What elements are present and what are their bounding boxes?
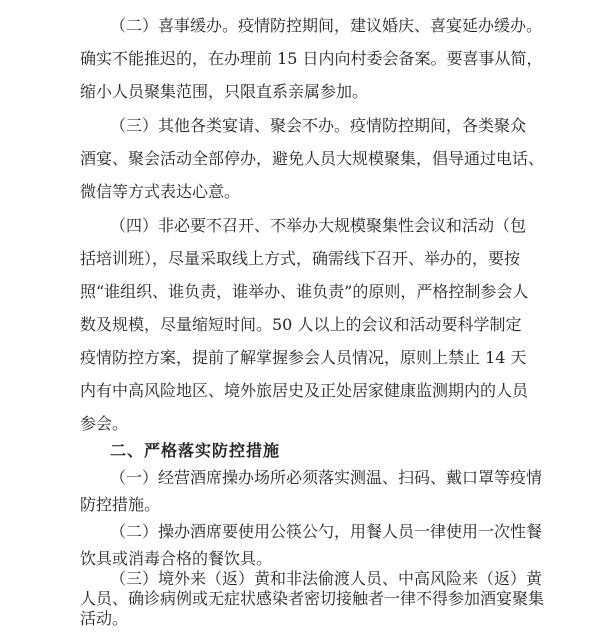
paragraph-line: 确实不能推迟的，在办理前 15 日内向村委会备案。要喜事从简， bbox=[80, 49, 543, 68]
paragraph-line: 参会。 bbox=[80, 414, 129, 433]
paragraph-line: （二）喜事缓办。疫情防控期间，建议婚庆、喜宴延办缓办。 bbox=[110, 16, 543, 35]
section-heading: 二、严格落实防控措施 bbox=[110, 441, 281, 460]
paragraph-line: 饮具或消毒合格的餐饮具。 bbox=[80, 549, 273, 568]
paragraph-line: 酒宴、聚会活动全部停办，避免人员大规模聚集，倡导通过电话、 bbox=[80, 149, 545, 168]
paragraph-line: 内有中高风险地区、境外旅居史及正处居家健康监测期内的人员 bbox=[80, 381, 529, 400]
paragraph-line: 活动。 bbox=[80, 609, 129, 628]
paragraph-line: 防控措施。 bbox=[80, 495, 161, 514]
paragraph-line: （三）境外来（返）黄和非法偷渡人员、中高风险来（返）黄 bbox=[110, 569, 543, 588]
paragraph-line: 括培训班），尽量采取线上方式，确需线下召开、举办的，要按 bbox=[80, 249, 521, 268]
paragraph-line: 数及规模，尽量缩短时间。50 人以上的会议和活动要科学制定 bbox=[80, 315, 522, 334]
paragraph-line: 缩小人员聚集范围，只限直系亲属参加。 bbox=[80, 82, 369, 101]
paragraph-line: （二）操办酒席要使用公筷公勺，用餐人员一律使用一次性餐 bbox=[110, 522, 543, 541]
paragraph-line: 微信等方式表达心意。 bbox=[80, 182, 241, 201]
paragraph-line: （三）其他各类宴请、聚会不办。疫情防控期间，各类聚众 bbox=[110, 116, 527, 135]
paragraph-line: 人员、确诊病例或无症状感染者密切接触者一律不得参加酒宴聚集 bbox=[80, 589, 545, 608]
paragraph-line: 疫情防控方案，提前了解掌握参会人员情况，原则上禁止 14 天 bbox=[80, 348, 527, 367]
paragraph-line: （一）经营酒席操办场所必须落实测温、扫码、戴口罩等疫情 bbox=[110, 468, 543, 487]
paragraph-line: 照“谁组织、谁负责，谁举办、谁负责”的原则，严格控制参会人 bbox=[80, 282, 529, 301]
paragraph-line: （四）非必要不召开、不举办大规模聚集性会议和活动（包 bbox=[110, 216, 527, 235]
